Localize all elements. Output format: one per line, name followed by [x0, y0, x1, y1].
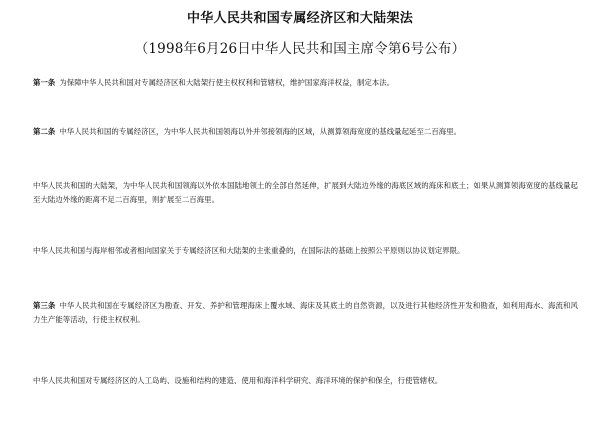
article-label: 第三条 — [33, 301, 56, 310]
paragraph-jurisdiction — [33, 374, 578, 388]
paragraph-text: 中华人民共和国对专属经济区的人工岛屿、设施和结构的建造、使用和海洋科学研究、海洋环境的保护和保全，行使管辖权。 — [33, 376, 443, 385]
paragraph-article-3 — [33, 299, 578, 327]
paragraph-article-2 — [33, 125, 578, 139]
article-label: 第二条 — [33, 127, 56, 136]
paragraph-boundary-delimitation — [33, 244, 578, 258]
paragraph-text: 中华人民共和国在专属经济区为勘查、开发、养护和管理海床上覆水域、海床及其底土的自然资源，以及进行其他经济性开发和勘查，如利用海水、海流和风力生产能等活动，行使主权权利。 — [33, 301, 578, 324]
paragraph-text: 中华人民共和国与海岸相邻或者相向国家关于专属经济区和大陆架的主张重叠的，在国际法的基础上按照公平原则以协议划定界限。 — [33, 246, 465, 255]
paragraph-article-1 — [33, 76, 578, 90]
article-label: 第一条 — [33, 78, 56, 87]
document-title: 中华人民共和国专属经济区和大陆架法 — [186, 11, 414, 26]
paragraph-text: 中华人民共和国的专属经济区，为中华人民共和国领海以外并邻接领海的区域，从测算领海宽度的基线量起延至二百海里。 — [59, 127, 462, 136]
document-subtitle: （1998年6月26日中华人民共和国主席令第6号公布） — [134, 41, 466, 57]
paragraph-text: 中华人民共和国的大陆架，为中华人民共和国领海以外依本国陆地领土的全部自然延伸，扩展到大陆边外缘的海底区域的海床和底土；如果从测算领海宽度的基线量起至大陆边外缘的距离不足二百海里，则扩展至二百海里。 — [33, 181, 578, 204]
paragraph-text: 为保障中华人民共和国对专属经济区和大陆架行使主权权利和管辖权，维护国家海洋权益，制定本法。 — [59, 78, 395, 87]
paragraph-continental-shelf — [33, 179, 578, 207]
